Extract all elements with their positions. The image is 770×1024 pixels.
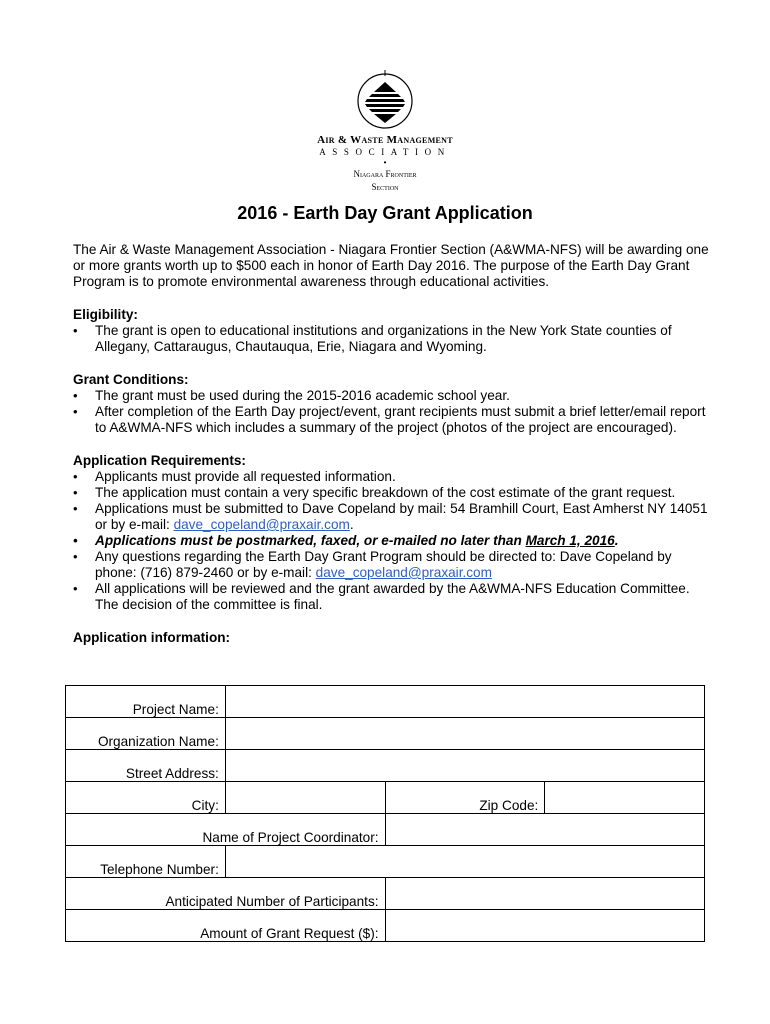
list-item: • The grant is open to educational institutions and organizations in the New York State counties of Allegany, Cattaraugus, Chautauqua, Erie, Niagara and Wyoming.: [73, 323, 713, 355]
table-row: [66, 910, 705, 942]
email-link[interactable]: dave_copeland@praxair.com: [315, 565, 492, 580]
list-item: • The application must contain a very specific breakdown of the cost estimate of the grant request.: [73, 485, 713, 501]
table-row: [66, 846, 705, 878]
list-item: • Applications must be submitted to Dave Copeland by mail: 54 Bramhill Court, East Amherst NY 14051 or by e-mail: dave_copeland@praxair.com.: [73, 501, 713, 533]
city-label: City:: [66, 782, 226, 814]
page-title: 2016 - Earth Day Grant Application: [237, 203, 533, 223]
organization-name-field[interactable]: [225, 718, 704, 750]
email-link[interactable]: dave_copeland@praxair.com: [173, 517, 350, 532]
coordinator-label: Name of Project Coordinator:: [66, 814, 386, 846]
list-item: [73, 549, 713, 581]
organization-name-label: Organization Name:: [66, 718, 226, 750]
telephone-field[interactable]: [225, 846, 704, 878]
project-name-label: Project Name:: [66, 686, 226, 718]
table-row: [66, 814, 705, 846]
street-address-field[interactable]: [225, 750, 704, 782]
conditions-heading: Grant Conditions:: [73, 372, 189, 387]
requirements-list: [73, 469, 713, 613]
awma-logo: [300, 70, 470, 193]
grant-request-field[interactable]: [385, 910, 704, 942]
city-field[interactable]: [225, 782, 385, 814]
participants-field[interactable]: [385, 878, 704, 910]
zip-code-field[interactable]: [545, 782, 705, 814]
telephone-label: Telephone Number:: [66, 846, 226, 878]
table-row: [66, 718, 705, 750]
eligibility-heading: Eligibility:: [73, 307, 138, 322]
intro-paragraph: The Air & Waste Management Association - Niagara Frontier Section (A&WMA-NFS) will be awarding one or more grants worth up to $500 each in honor of Earth Day 2016. The purpose of the Earth Day Grant Program is to promote environmental awareness through educational activities.: [73, 242, 709, 289]
list-item: • All applications will be reviewed and the grant awarded by the A&WMA-NFS Education Committee. The decision of the committee is final.: [73, 581, 713, 613]
org-name: Air & Waste Management: [317, 134, 453, 146]
street-address-label: Street Address:: [66, 750, 226, 782]
coordinator-field[interactable]: [385, 814, 704, 846]
zip-code-label: Zip Code:: [385, 782, 545, 814]
table-row: [66, 686, 705, 718]
project-name-field[interactable]: [225, 686, 704, 718]
eligibility-list: [73, 323, 713, 355]
table-row: [66, 750, 705, 782]
list-item: • After completion of the Earth Day project/event, grant recipients must submit a brief letter/email report to A&WMA-NFS which includes a summary of the project (photos of the project are encouraged).: [73, 404, 713, 436]
document-body: [73, 242, 713, 646]
table-row: [66, 782, 705, 814]
section-line2: Section: [371, 182, 399, 192]
awma-emblem-icon: [355, 70, 415, 132]
deadline-text: Applications must be postmarked, faxed, or e-mailed no later than: [95, 533, 526, 548]
participants-label: Anticipated Number of Participants:: [66, 878, 386, 910]
grant-request-label: Amount of Grant Request ($):: [66, 910, 386, 942]
deadline-date: March 1, 2016: [525, 533, 615, 548]
questions-text: Any questions regarding the Earth Day Grant Program should be directed to: Dave Copeland by phone: (716) 879-2460 or by e-mail:: [95, 549, 672, 580]
section-line1: Niagara Frontier: [353, 169, 417, 179]
org-association: ASSOCIATION: [319, 147, 451, 157]
conditions-list: [73, 388, 713, 436]
org-separator: •: [383, 158, 387, 167]
list-item: • Applicants must provide all requested information.: [73, 469, 713, 485]
application-info-heading: Application information:: [73, 630, 231, 645]
deadline-item: • Applications must be postmarked, faxed, or e-mailed no later than March 1, 2016.: [73, 533, 713, 549]
table-row: [66, 878, 705, 910]
list-item: • The grant must be used during the 2015-2016 academic school year.: [73, 388, 713, 404]
submission-text: Applications must be submitted to Dave Copeland by mail: 54 Bramhill Court, East Amherst NY 14051 or by e-mail:: [95, 501, 708, 532]
application-form-table: [65, 685, 705, 942]
requirements-heading: Application Requirements:: [73, 453, 246, 468]
